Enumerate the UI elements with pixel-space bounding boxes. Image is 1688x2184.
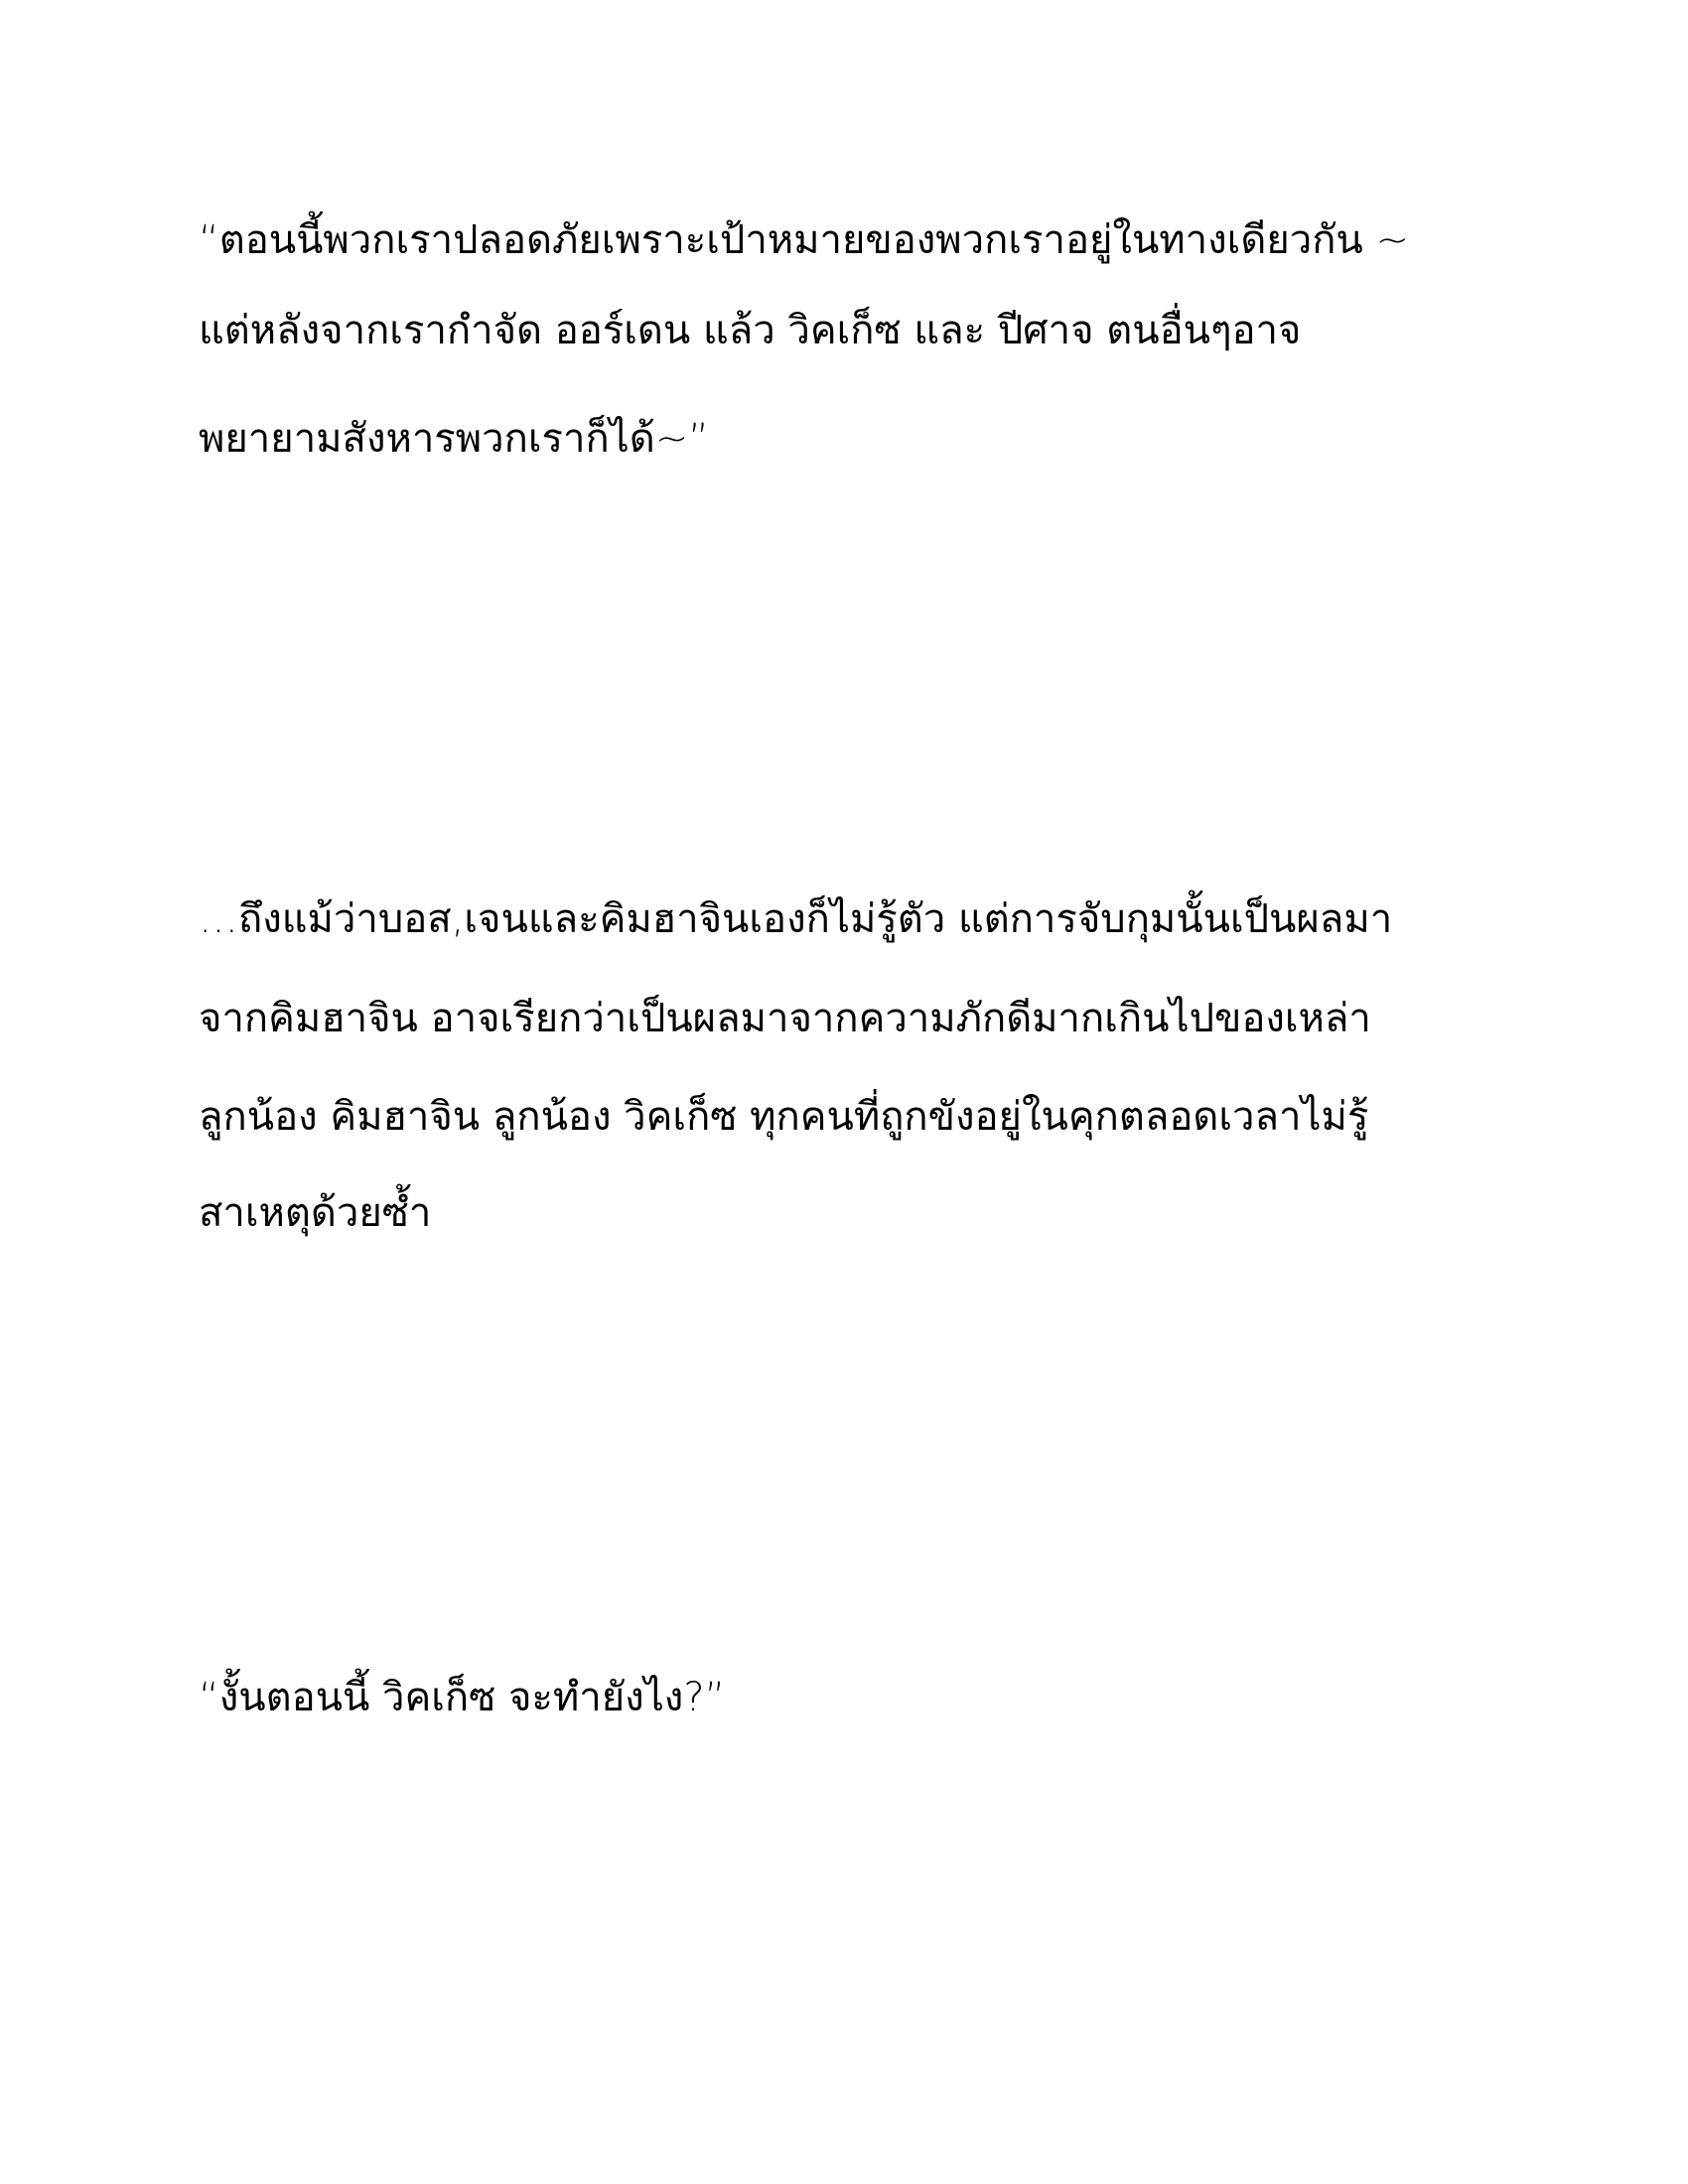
paragraph-2-line-1: …ถึงแม้ว่าบอส,เจนและคิมฮาจินเองก็ไม่รู้ตัว แต่การจับกุมนั้นเป็นผลมา [199,896,1393,942]
paragraph-3-line-1: “งั้นตอนนี้ วิคเก็ซ จะทำยังไง?” [199,1675,726,1720]
paragraph-1-line-3: พยายามสังหารพวกเราก็ได้~” [199,416,710,462]
paragraph-2-line-4: สาเหตุด้วยซ้ำ [199,1190,432,1236]
paragraph-2-line-2: จากคิมฮาจิน อาจเรียกว่าเป็นผลมาจากความภักดีมากเกินไปของเหล่า [199,996,1371,1041]
paragraph-1-line-2: แต่หลังจากเรากำจัด ออร์เดน แล้ว วิคเก็ซ และ ปีศาจ ตนอื่นๆอาจ [199,308,1302,353]
paragraph-2-line-3: ลูกน้อง คิมฮาจิน ลูกน้อง วิคเก็ซ ทุกคนที่ถูกขังอยู่ในคุกตลอดเวลาไม่รู้ [199,1094,1369,1140]
paragraph-1-line-1: “ตอนนี้พวกเราปลอดภัยเพราะเป้าหมายของพวกเราอยู่ในทางเดียวกัน ~ [199,217,1410,263]
